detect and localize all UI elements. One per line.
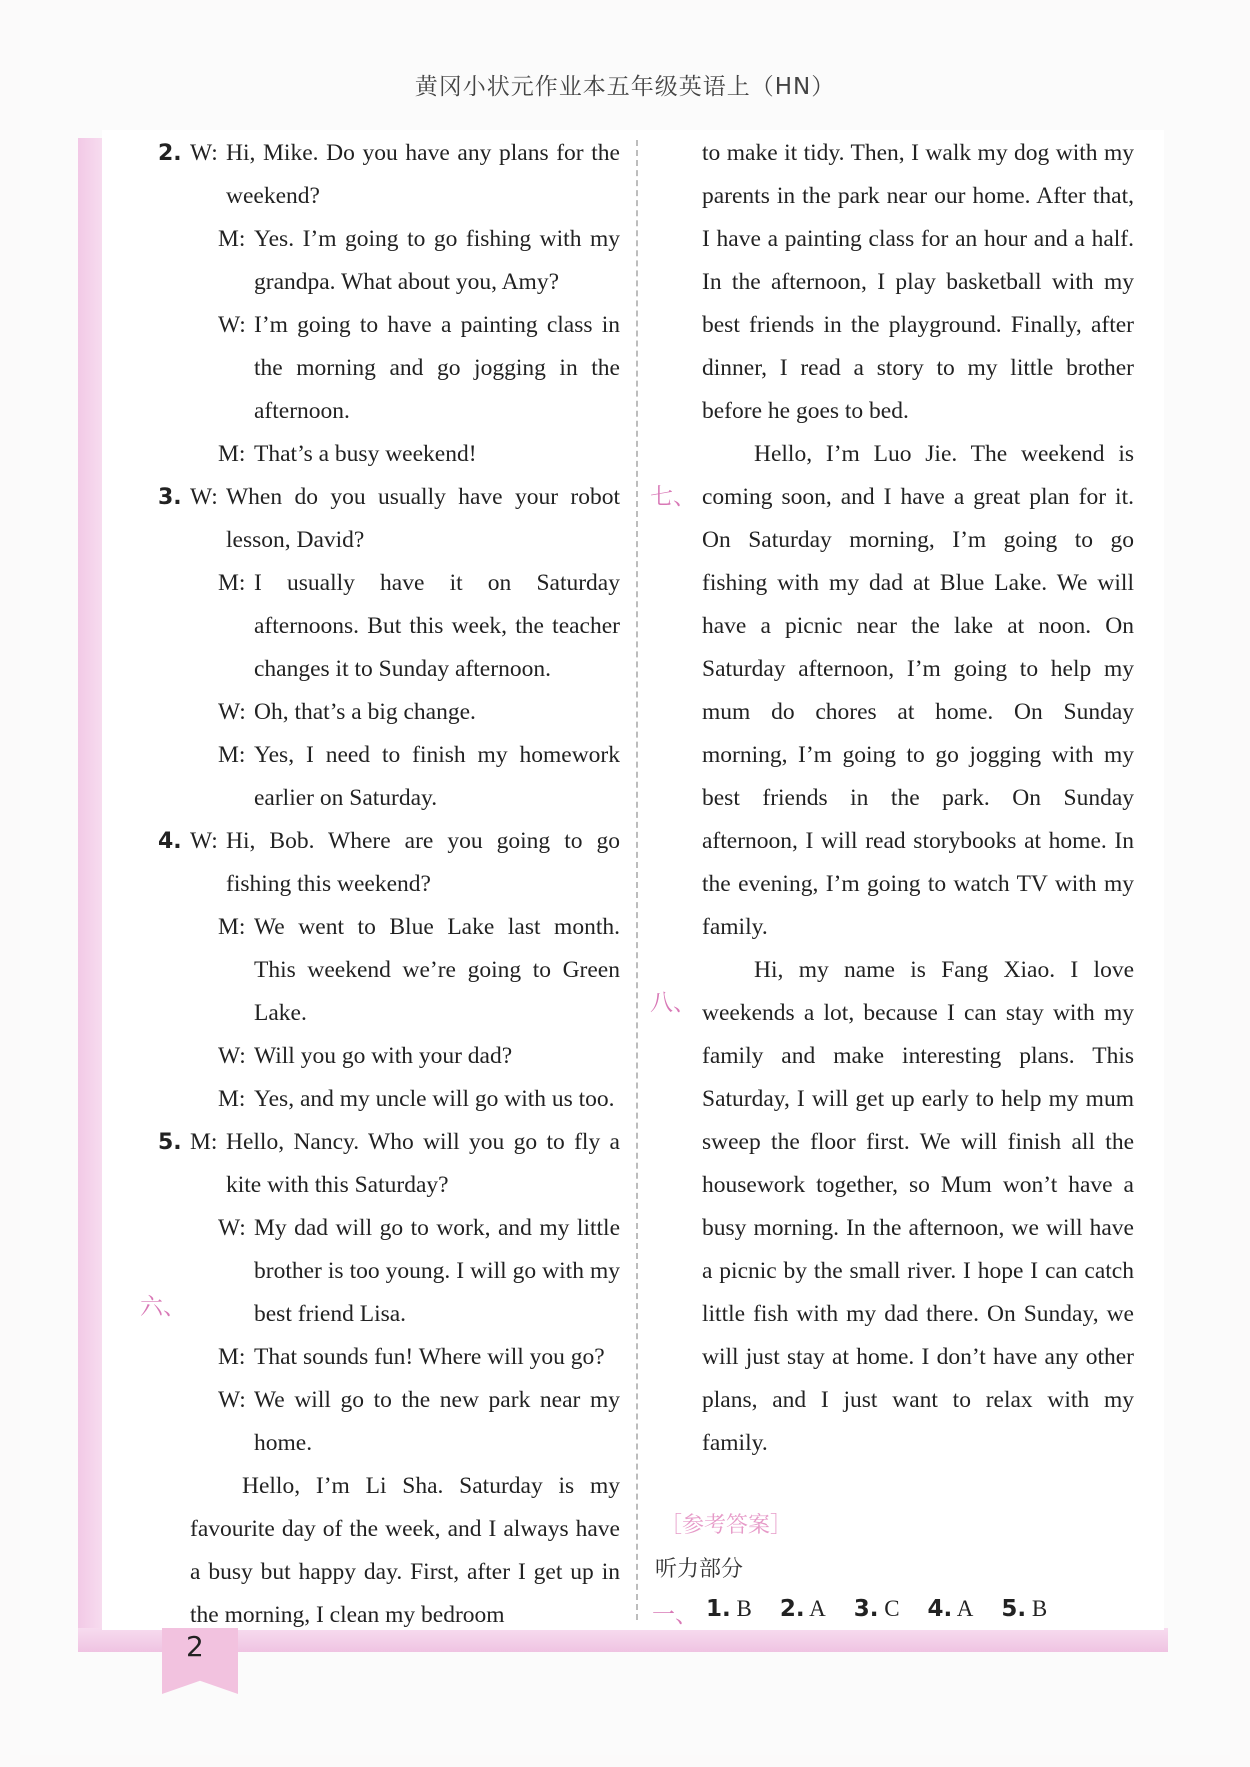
speaker: M:	[218, 914, 246, 940]
speaker: M:	[218, 441, 246, 467]
dialog-line: Hello, Nancy. Who will you go to fly a kite with this Saturday?	[226, 1129, 620, 1198]
speaker: W:	[190, 140, 218, 166]
left-column	[158, 132, 620, 1637]
dialog-line: We went to Blue Lake last month. This weekend we’re going to Green Lake.	[254, 914, 620, 1026]
section-8-label: 八、	[650, 990, 696, 1016]
answer-row	[652, 1596, 1047, 1629]
section-6-paragraph: Hello, I’m Li Sha. Saturday is my favourite day of the week, and I always have a busy but happy day. First, after I get up in the morning, I clean my bedroom	[190, 1473, 620, 1628]
answer-item: 1. B	[706, 1596, 752, 1622]
item-number: 5.	[158, 1130, 182, 1155]
dialog-line: When do you usually have your robot lesson, David?	[226, 484, 620, 553]
dialog-line: I’m going to have a painting class in the morning and go jogging in the afternoon.	[254, 312, 620, 424]
listening-label: 听力部分	[655, 1557, 744, 1582]
speaker: W:	[218, 1215, 246, 1241]
speaker: M:	[218, 570, 246, 596]
section-7-label: 七、	[650, 484, 696, 510]
section-8-paragraph: Hi, my name is Fang Xiao. I love weekends a lot, because I can stay with my family and make interesting plans. This Saturday, I will get up early to help my mum sweep the floor first. We will finish all the housework together, so Mum won’t have a busy morning. In the afternoon, we will have a picnic by the small river. I hope I can catch little fish with my dad there. On Sunday, we will just stay at home. I don’t have any other plans, and I just want to relax with my family.	[702, 957, 1134, 1456]
dialog-line: That’s a busy weekend!	[254, 441, 477, 467]
page-number: 2	[186, 1630, 204, 1663]
dialog-line: My dad will go to work, and my little brother is too young. I will go with my best friend Lisa.	[254, 1215, 620, 1327]
dialog-line: Yes, I need to finish my homework earlier on Saturday.	[254, 742, 620, 811]
speaker: W:	[218, 312, 246, 338]
answer-section-label: 一、	[652, 1602, 698, 1628]
dialog-line: Hi, Mike. Do you have any plans for the weekend?	[226, 140, 620, 209]
speaker: M:	[218, 1086, 246, 1112]
answers-heading: ［参考答案］	[660, 1513, 793, 1538]
dialog-line: Oh, that’s a big change.	[254, 699, 476, 725]
dialog-line: Yes. I’m going to go fishing with my grandpa. What about you, Amy?	[254, 226, 620, 295]
page-header: 黄冈小状元作业本五年级英语上（HN）	[414, 74, 836, 100]
answer-item: 3. C	[853, 1596, 900, 1622]
answer-item: 5. B	[1001, 1596, 1048, 1622]
dialog-5	[158, 1121, 620, 1465]
speaker: M:	[218, 226, 246, 252]
item-number: 3.	[158, 485, 182, 510]
dialog-line: Will you go with your dad?	[254, 1043, 513, 1069]
dialog-3	[158, 476, 620, 820]
dialog-line: We will go to the new park near my home.	[254, 1387, 620, 1456]
column-divider	[636, 140, 638, 1620]
speaker: W:	[218, 1043, 246, 1069]
speaker: W:	[218, 699, 246, 725]
item-number: 2.	[158, 141, 182, 166]
speaker: M:	[190, 1129, 218, 1155]
dialog-2	[158, 132, 620, 476]
dialog-line: That sounds fun! Where will you go?	[254, 1344, 605, 1370]
dialog-line: I usually have it on Saturday afternoons. But this week, the teacher changes it to Sunday afternoon.	[254, 570, 620, 682]
left-decor-strip	[78, 138, 102, 1650]
section-7-paragraph: Hello, I’m Luo Jie. The weekend is coming soon, and I have a great plan for it. On Saturday morning, I’m going to go fishing with my dad at Blue Lake. We will have a picnic near the lake at noon. On Saturday afternoon, I’m going to help my mum do chores at home. On Sunday morning, I’m going to go jogging with my best friends in the park. On Sunday afternoon, I will read storybooks at home. In the evening, I’m going to watch TV with my family.	[702, 441, 1134, 940]
answer-item: 4. A	[927, 1596, 974, 1622]
speaker: W:	[218, 1387, 246, 1413]
dialog-line: Yes, and my uncle will go with us too.	[254, 1086, 615, 1112]
item-number: 4.	[158, 829, 182, 854]
speaker: M:	[218, 1344, 246, 1370]
dialog-line: Hi, Bob. Where are you going to go fishing this weekend?	[226, 828, 620, 897]
right-column	[702, 132, 1134, 1465]
speaker: W:	[190, 828, 218, 854]
answer-item: 2. A	[779, 1596, 826, 1622]
speaker: W:	[190, 484, 218, 510]
speaker: M:	[218, 742, 246, 768]
dialog-4	[158, 820, 620, 1121]
section-6-label: 六、	[140, 1294, 186, 1320]
section-6-continued: to make it tidy. Then, I walk my dog with my parents in the park near our home. After that, I have a painting class for an hour and a half. In the afternoon, I play basketball with my best friends in the playground. Finally, after dinner, I read a story to my little brother before he goes to bed.	[702, 140, 1134, 424]
